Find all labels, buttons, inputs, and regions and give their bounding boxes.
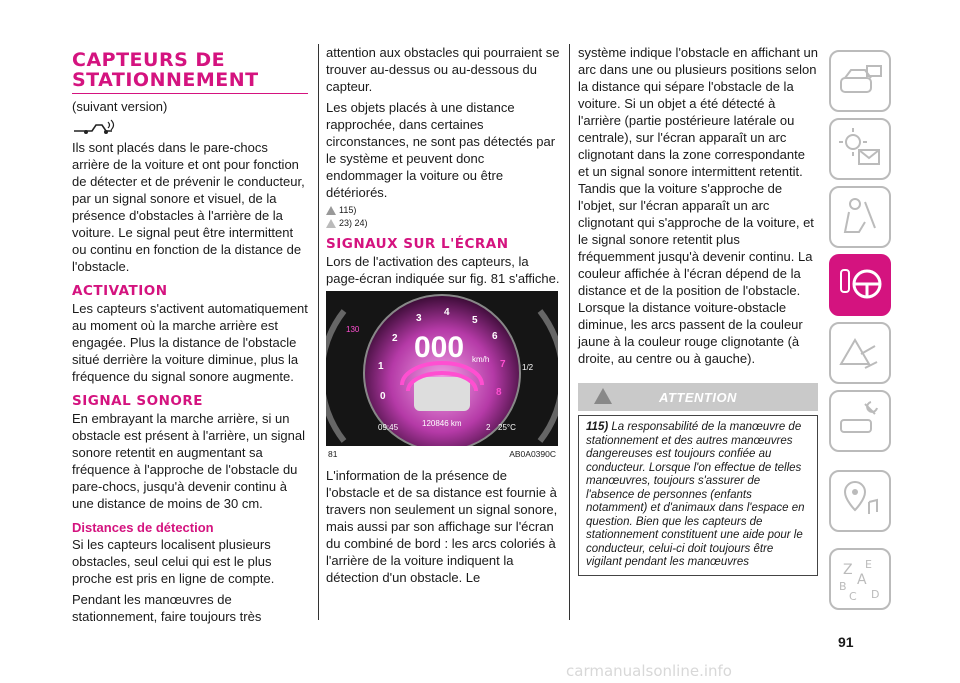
watermark-footer: carmanualsonline.info [566,662,732,680]
page-number: 91 [838,634,854,650]
column-1 [72,50,308,629]
odometer-readout: 120846 km [422,419,462,428]
activation-heading: ACTIVATION [72,283,168,299]
figure-caption [326,446,558,461]
temp-readout: 25°C [498,423,516,432]
tick-6: 6 [492,331,498,342]
warning-ref[interactable]: 115) [326,205,560,215]
tab-maintenance[interactable] [829,390,891,452]
safety-seat-icon [831,233,889,250]
tab-emergency[interactable] [829,322,891,384]
svg-text:Z: Z [843,562,853,578]
attention-box [578,415,818,576]
tick-3: 3 [416,313,422,324]
attention-body: La responsabilité de la manœuvre de stationnement et des autres manœuvres dangereuses est toujours confiée au conducteur. Lorsque l'on effectue de telles manœuvres, toujours s'assurer de l'absence de personnes (enfants notamment) et d'animaux dans l'espace en question. Bien que les capteurs de stationnement constituent une aide pour le conducteur, celui-ci doit toujours être vigilant pendant les manœuvres [586,421,805,568]
svg-text:D: D [871,588,880,601]
variant-note: (suivant version) [72,99,168,114]
navigation-media-icon [831,517,889,534]
tab-index[interactable] [829,548,891,610]
tab-multimedia[interactable] [829,470,891,532]
tick-0: 0 [380,391,386,402]
system-paragraph: système indique l'obstacle en affichant un arc dans une ou plusieurs positions selon la distance qui sépare l'obstacle de la voiture. Si un objet a été détecté à l'arrière (partie postérieure latérale ou centrale), sur l'écran apparaît un arc clignotant dans la zone correspondante et un signal sonore intermittent retentit. Tandis que la voiture s'approche de l'objet, sur l'écran apparaît un arc clignotant qui s'approche de la voiture, et le signal sonore retentit plus fréquemment jusqu'à devenir continu. La couleur affichée à l'écran dépend de la distance et de la position de l'obstacle. Lorsque la distance voiture-obstacle diminue, les arcs passent de la couleur jaune à la couleur rouge clignotante (à droite, au centre ou à gauche). [578,45,819,366]
screen-paragraph: Lors de l'activation des capteurs, la page-écran indiquée sur fig. 81 s'affiche. [326,254,560,286]
tick-2: 2 [392,333,398,344]
figure-number: 81 [328,448,338,459]
alphabet-index-icon [831,558,889,612]
attention-triangle-icon [594,388,612,404]
svg-text:C: C [849,590,857,603]
car-dashboard-icon [831,97,889,114]
warning-triangle-icon [831,369,889,386]
info-paragraph: L'information de la présence de l'obstacle et de sa distance est fournie à travers non seulement un signal sonore, mais aussi par son affichage sur l'écran du combiné de bord : les arcs coloriés à l'arrière de la voiture indiquent la détection d'un obstacle. Le [326,468,558,585]
signal-paragraph: En embrayant la marche arrière, si un obstacle est présent à l'arrière, un signal sonore retentit en augmentant sa fréquence à l'approche de l'obstacle du pare-chocs, jusqu'à devenir continu à une distance de moins de 30 cm. [72,411,305,511]
continued-paragraph: attention aux obstacles qui pourraient se trouver au-dessus ou au-dessous du capteur. [326,45,560,94]
gauge-left-label: 130 [346,325,360,334]
svg-text:A: A [857,572,867,588]
speed-unit: km/h [472,355,490,364]
tab-warning-lights[interactable] [829,118,891,180]
attention-text [586,421,810,570]
signal-heading: SIGNAL SONORE [72,393,203,409]
manoeuvres-paragraph: Pendant les manœuvres de stationnement, faire toujours très [72,592,262,624]
clock-readout: 09:45 [378,423,399,432]
instrument-cluster-figure [326,291,558,461]
tick-8: 8 [496,387,502,398]
tab-car-dashboard[interactable] [829,50,891,112]
distances-heading: Distances de détection [72,520,214,535]
gauge-right-label: 1/2 [522,363,534,372]
steering-wheel-key-icon [831,301,889,318]
screen-heading: SIGNAUX SUR L'ÉCRAN [326,236,509,252]
activation-paragraph: Les capteurs s'activent automatiquement au moment où la marche arrière est engagée. Plus la distance de l'obstacle situé derrière la voiture diminue, plus la fréquence du signal sonore augmente. [72,301,308,384]
sensor-icon [72,119,308,137]
column-divider [318,44,319,620]
speed-readout: 000 [414,331,465,364]
warning-lights-icon [831,165,889,182]
section-title: CAPTEURS DE STATIONNEMENT [72,49,259,91]
tick-4: 4 [444,307,450,318]
note-ref[interactable]: 23) 24) [326,218,560,228]
distances-paragraph: Si les capteurs localisent plusieurs obstacles, seul celui qui est le plus proche est pris en ligne de compte. [72,537,275,586]
section-title-wrap [72,50,308,94]
figure-code: AB0A0390C [509,448,556,459]
attention-header [578,383,818,411]
wrench-car-icon [831,437,889,454]
note-triangle-icon [326,219,336,228]
tick-7: 7 [500,359,506,370]
tick-5: 5 [472,315,478,326]
tab-safety[interactable] [829,186,891,248]
svg-text:E: E [865,558,872,571]
attention-number: 115) [586,421,609,433]
tick-1: 1 [378,361,384,372]
attention-title: ATTENTION [659,389,737,405]
intro-paragraph: Ils sont placés dans le pare-chocs arrière de la voiture et ont pour fonction de détecter et de prévenir le conducteur, par un signal sonore et visuel, de la présence d'obstacles à l'arrière de la voiture. Le signal peut être intermittent ou continu en fonction de la distance de l'obstacle. [72,140,305,274]
column-2 [326,44,560,590]
objects-paragraph: Les objets placés à une distance rapprochée, dans certaines circonstances, ne sont pas détectés par le système et peuvent donc endommager la voiture ou être détériorés. [326,100,556,200]
column-divider [569,44,570,620]
gear-readout: 2 [486,423,491,432]
tab-starting-driving[interactable] [829,254,891,316]
warning-triangle-icon [326,206,336,215]
column-3 [578,44,818,576]
svg-text:B: B [839,580,847,593]
